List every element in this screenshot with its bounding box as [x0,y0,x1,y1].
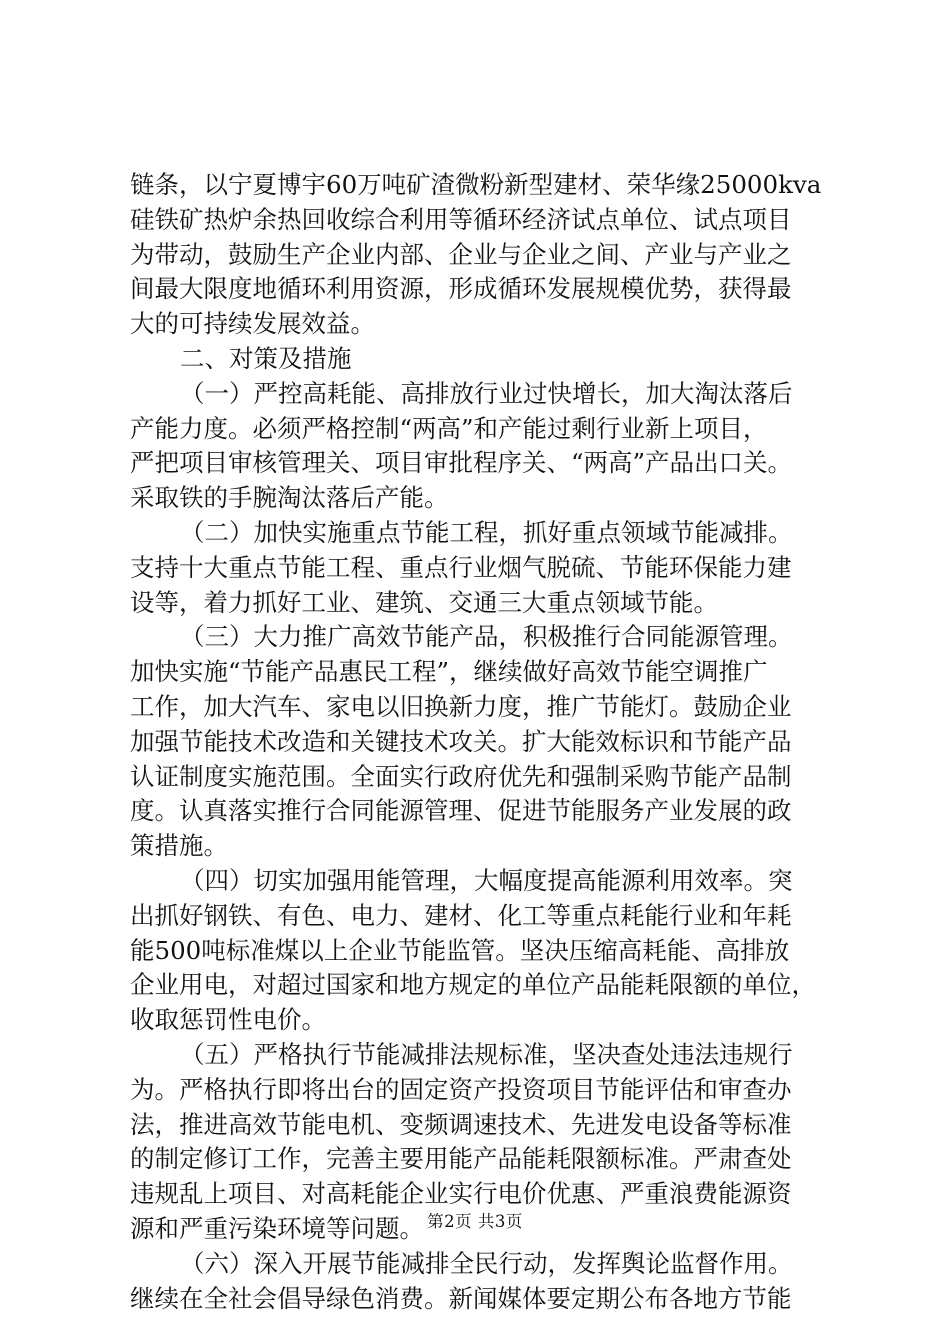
text-line: （二）加快实施重点节能工程，抓好重点领域节能减排。 [180,517,793,547]
text-line: 认证制度实施范围。全面实行政府优先和强制采购节能产品制 [130,761,792,791]
text-line: 违规乱上项目、对高耗能企业实行电价优惠、严重浪费能源资 [130,1179,792,1209]
text-line: 继续在全社会倡导绿色消费。新闻媒体要定期公布各地方节能 [130,1283,792,1313]
text-line: 策措施。 [130,831,228,861]
text-line: 工作，加大汽车、家电以旧换新力度，推广节能灯。鼓励企业 [130,691,792,721]
text-line: 为带动，鼓励生产企业内部、企业与企业之间、产业与产业之 [130,239,792,269]
text-line: （六）深入开展节能减排全民行动，发挥舆论监督作用。 [180,1248,793,1278]
text-line: 链条，以宁夏博宇60万吨矿渣微粉新型建材、荣华缘25000kva [130,170,822,199]
text-line: 出抓好钢铁、有色、电力、建材、化工等重点耗能行业和年耗 [130,900,792,930]
text-line: 源和严重污染环境等问题。 [130,1213,424,1243]
document-body [130,168,830,1316]
text-line: 度。认真落实推行合同能源管理、促进节能服务产业发展的政 [130,796,792,826]
text-line: 的制定修订工作，完善主要用能产品能耗限额标准。严肃查处 [130,1144,792,1174]
text-line: 间最大限度地循环利用资源，形成循环发展规模优势，获得最 [130,274,792,304]
text-line: 为。严格执行即将出台的固定资产投资项目节能评估和审查办 [130,1074,792,1104]
text-line: 法，推进高效节能电机、变频调速技术、先进发电设备等标准 [130,1109,792,1139]
text-line: 加快实施“节能产品惠民工程”，继续做好高效节能空调推广 [130,657,768,687]
text-line: 产能力度。必须严格控制“两高”和产能过剩行业新上项目， [130,413,768,443]
text-line: 加强节能技术改造和关键技术攻关。扩大能效标识和节能产品 [130,726,792,756]
text-line: 能500吨标准煤以上企业节能监管。坚决压缩高耗能、高排放 [130,935,790,965]
text-line: 大的可持续发展效益。 [130,309,375,339]
text-line: 严把项目审核管理关、项目审批程序关、“两高”产品出口关。 [130,448,793,478]
text-line: 采取铁的手腕淘汰落后产能。 [130,483,449,513]
text-line: 支持十大重点节能工程、重点行业烟气脱硫、节能环保能力建 [130,552,792,582]
text-line: 企业用电，对超过国家和地方规定的单位产品能耗限额的单位， [130,970,816,1000]
text-line: 硅铁矿热炉余热回收综合利用等循环经济试点单位、试点项目 [130,204,792,234]
text-line: （五）严格执行节能减排法规标准，坚决查处违法违规行 [180,1039,793,1069]
text-line: （一）严控高耗能、高排放行业过快增长，加大淘汰落后 [180,378,793,408]
page-number-footer: 第2页 共3页 [427,1212,523,1231]
text-line: （四）切实加强用能管理，大幅度提高能源利用效率。突 [180,865,793,895]
text-line: 设等，着力抓好工业、建筑、交通三大重点领域节能。 [130,587,718,617]
text-line: （三）大力推广高效节能产品，积极推行合同能源管理。 [180,622,793,652]
text-line: 收取惩罚性电价。 [130,1005,326,1035]
section-heading: 二、对策及措施 [180,343,352,373]
